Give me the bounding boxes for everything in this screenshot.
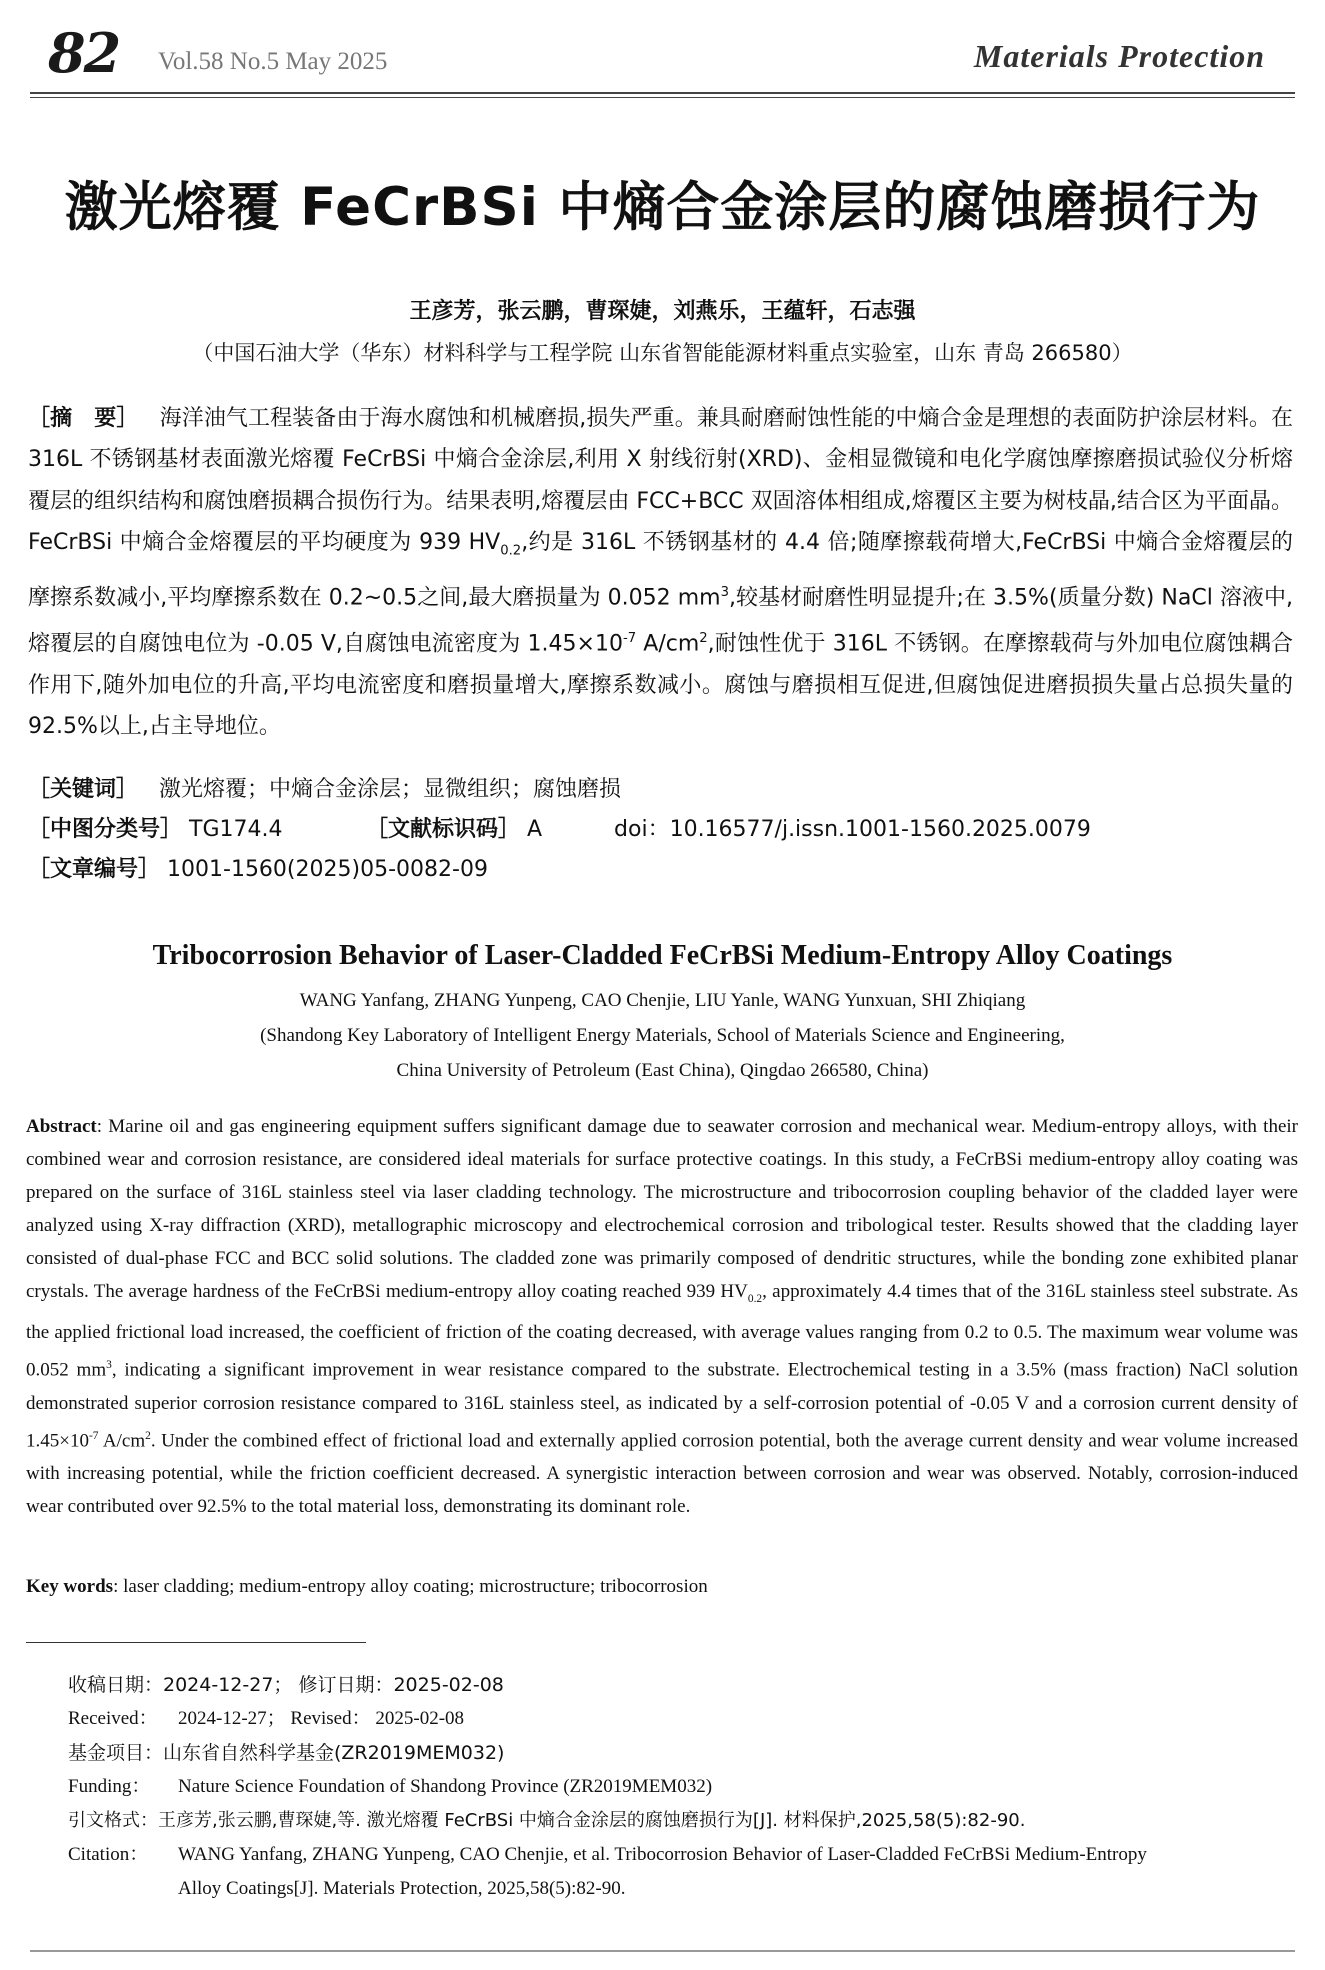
affiliation-english-1: (Shandong Key Laboratory of Intelligent Energy Materials, School of Materials Science and Engineering, bbox=[260, 1025, 1065, 1046]
abstract-en-label: Abstract bbox=[26, 1116, 97, 1137]
fund-en-label: Funding： bbox=[68, 1776, 151, 1797]
abstract-chinese bbox=[28, 398, 1293, 747]
abstract-cn-sup: -7 bbox=[622, 631, 637, 647]
issue-info: Vol.58 No.5 May 2025 bbox=[158, 48, 388, 75]
fund-en-text: Nature Science Foundation of Shandong Province (ZR2019MEM032) bbox=[178, 1776, 713, 1797]
title-chinese: 激光熔覆 FeCrBSi 中熵合金涂层的腐蚀磨损行为 bbox=[64, 177, 1261, 238]
abstract-en-text: : Marine oil and gas engineering equipment suffers significant damage due to seawater corrosion and mechanical wear. Medium-entropy alloys, with their combined wear and corrosion resistance, are considered ideal materials for surface protective coatings. In this study, a FeCrBSi medium-entropy alloy coating was prepared on the surface of 316L stainless steel via laser cladding technology. The microstructure and tribocorrosion coupling behavior of the cladded layer were analyzed using X-ray diffraction (XRD), metallographic microscopy and electrochemical corrosion and tribological tester. Results showed that the cladding layer consisted of dual-phase FCC and BCC solid solutions. The cladded zone was primarily composed of dendritic structures, while the bonding zone exhibited planar crystals. The average hardness of the FeCrBSi medium-entropy alloy coating reached 939 HV bbox=[26, 1116, 1298, 1303]
abstract-cn-sub: 0.2 bbox=[500, 543, 522, 559]
authors-chinese: 王彦芳，张云鹏，曹琛婕，刘燕乐，王蕴轩，石志强 bbox=[409, 299, 916, 324]
keywords-en-text: : laser cladding; medium-entropy alloy coating; microstructure; tribocorrosion bbox=[113, 1576, 708, 1597]
article-no-value: 1001-1560(2025)05-0082-09 bbox=[167, 857, 488, 882]
article-no-label: ［文章编号］ bbox=[28, 857, 161, 882]
title-english: Tribocorrosion Behavior of Laser-Cladded FeCrBSi Medium-Entropy Alloy Coatings bbox=[152, 940, 1173, 971]
abstract-en-text: . Under the combined effect of frictional load and externally applied corrosion potential, both the average current density and wear volume increased with increasing potential, while the friction coefficient decreased. A synergistic interaction between corrosion and wear was observed. Notably, corrosion-induced wear contributed over 92.5% to the total material loss, demonstrating its dominant role. bbox=[26, 1430, 1298, 1518]
abstract-en-text: A/cm bbox=[98, 1430, 146, 1452]
abstract-cn-text: 海洋油气工程装备由于海水腐蚀和机械磨损,损失严重。兼具耐磨耐蚀性能的中熵合金是理想的表面防护涂层材料。在 316L 不锈钢基材表面激光熔覆 FeCrBSi 中熵合金涂层,利用 X 射线衍射(XRD)、金相显微镜和电化学腐蚀摩擦磨损试验仪分析熔覆层的组织结构和腐蚀磨损耦合损伤行为。结果表明,熔覆层由 FCC+BCC 双固溶体相组成,熔覆区主要为树枝晶,结合区为平面晶。FeCrBSi 中熵合金熔覆层的平均硬度为 939 HV bbox=[28, 406, 1293, 555]
keywords-chinese bbox=[28, 775, 1293, 805]
abstract-cn-text: ,较基材耐磨性明显提升;在 3.5%(质量分数) NaCl 溶液中,熔覆层的自腐蚀电位为 -0.05 V,自腐蚀电流密度为 1.45×10 bbox=[28, 584, 1293, 657]
cite-en-label: Citation： bbox=[68, 1844, 149, 1865]
journal-name: Materials Protection bbox=[973, 38, 1265, 74]
abstract-cn-text: ,耐蚀性优于 316L 不锈钢。在摩擦载荷与外加电位腐蚀耦合作用下,随外加电位的升高,平均电流密度和磨损量增大,摩擦系数减小。腐蚀与磨损相互促进,但腐蚀促进磨损损失量占总损失量的 92.5%以上,占主导地位。 bbox=[28, 631, 1294, 740]
affiliation-chinese: （中国石油大学（华东）材料科学与工程学院 山东省智能能源材料重点实验室，山东 青岛 266580） bbox=[192, 341, 1133, 365]
abstract-cn-sup: 2 bbox=[699, 631, 708, 647]
received-en-text: 2024-12-27； Revised： 2025-02-08 bbox=[178, 1708, 465, 1729]
abstract-en-text: , indicating a significant improvement in wear resistance compared to the substrate. Electrochemical testing in a 3.5% (mass fraction) NaCl solution demonstrated superior corrosion resistance compared to 316L stainless steel, as indicated by a self-corrosion potential of -0.05 V and a corrosion current density of 1.45×10 bbox=[26, 1359, 1298, 1452]
keywords-cn-label: ［关键词］ bbox=[28, 777, 139, 802]
footnote-fund-cn: 基金项目：山东省自然科学基金(ZR2019MEM032) bbox=[68, 1742, 505, 1764]
header-rule bbox=[30, 92, 1295, 94]
cite-en-text-1: WANG Yanfang, ZHANG Yunpeng, CAO Chenjie, et al. Tribocorrosion Behavior of Laser-Cladded FeCrBSi Medium-Entropy bbox=[178, 1844, 1147, 1865]
footnote-rule bbox=[26, 1642, 366, 1643]
classification-label: ［中图分类号］ bbox=[28, 817, 183, 842]
abstract-cn-label: ［摘 要］ bbox=[28, 406, 139, 431]
abstract-en-sub: 0.2 bbox=[747, 1293, 763, 1306]
doc-code-value: A bbox=[527, 817, 543, 842]
keywords-cn-text: 激光熔覆；中熵合金涂层；显微组织；腐蚀磨损 bbox=[159, 777, 622, 802]
footnote-cite-cn: 引文格式：王彦芳,张云鹏,曹琛婕,等. 激光熔覆 FeCrBSi 中熵合金涂层的腐蚀磨损行为[J]. 材料保护,2025,58(5):82-90. bbox=[68, 1810, 1026, 1831]
header-rule-thin bbox=[30, 97, 1295, 98]
abstract-en-sup: -7 bbox=[88, 1429, 99, 1442]
article-number-line bbox=[28, 855, 1293, 885]
keywords-english bbox=[26, 1571, 1298, 1603]
classification-line bbox=[28, 815, 1293, 845]
abstract-cn-sup: 3 bbox=[720, 584, 729, 600]
bottom-rule bbox=[30, 1950, 1295, 1952]
keywords-en-label: Key words bbox=[26, 1576, 114, 1597]
footnote-received-cn: 收稿日期：2024-12-27； 修订日期：2025-02-08 bbox=[68, 1674, 504, 1696]
received-en-label: Received： bbox=[68, 1708, 158, 1729]
footnote-cite-en-2: Alloy Coatings[J]. Materials Protection, 2025,58(5):82-90. bbox=[178, 1878, 626, 1899]
page-header bbox=[0, 0, 1325, 100]
footnote-cite-en bbox=[68, 1840, 1308, 1870]
abstract-en-text: , approximately 4.4 times that of the 316L stainless steel substrate. As the applied frictional load increased, the coefficient of friction of the coating decreased, with average values ranging from 0.2 to 0.5. The maximum wear volume was 0.052 mm bbox=[26, 1281, 1298, 1381]
page-number: 82 bbox=[48, 21, 120, 85]
abstract-cn-text: ,约是 316L 不锈钢基材的 4.4 倍;随摩擦载荷增大,FeCrBSi 中熵合金熔覆层的摩擦系数减小,平均摩擦系数在 0.2~0.5之间,最大磨损量为 0.052 mm bbox=[28, 529, 1293, 610]
classification-value: TG174.4 bbox=[189, 817, 283, 842]
doc-code-label: ［文献标识码］ bbox=[366, 817, 521, 842]
abstract-english bbox=[26, 1110, 1298, 1524]
abstract-cn-text: A/cm bbox=[636, 631, 700, 657]
abstract-en-sup: 2 bbox=[145, 1429, 151, 1442]
affiliation-english-2: China University of Petroleum (East China), Qingdao 266580, China) bbox=[396, 1060, 929, 1081]
footnote-received-en bbox=[68, 1704, 1308, 1734]
footnote-fund-en bbox=[68, 1772, 1308, 1802]
abstract-en-sup: 3 bbox=[106, 1359, 112, 1372]
authors-english: WANG Yanfang, ZHANG Yunpeng, CAO Chenjie, LIU Yanle, WANG Yunxuan, SHI Zhiqiang bbox=[299, 990, 1026, 1011]
doi: doi：10.16577/j.issn.1001-1560.2025.0079 bbox=[614, 817, 1091, 842]
